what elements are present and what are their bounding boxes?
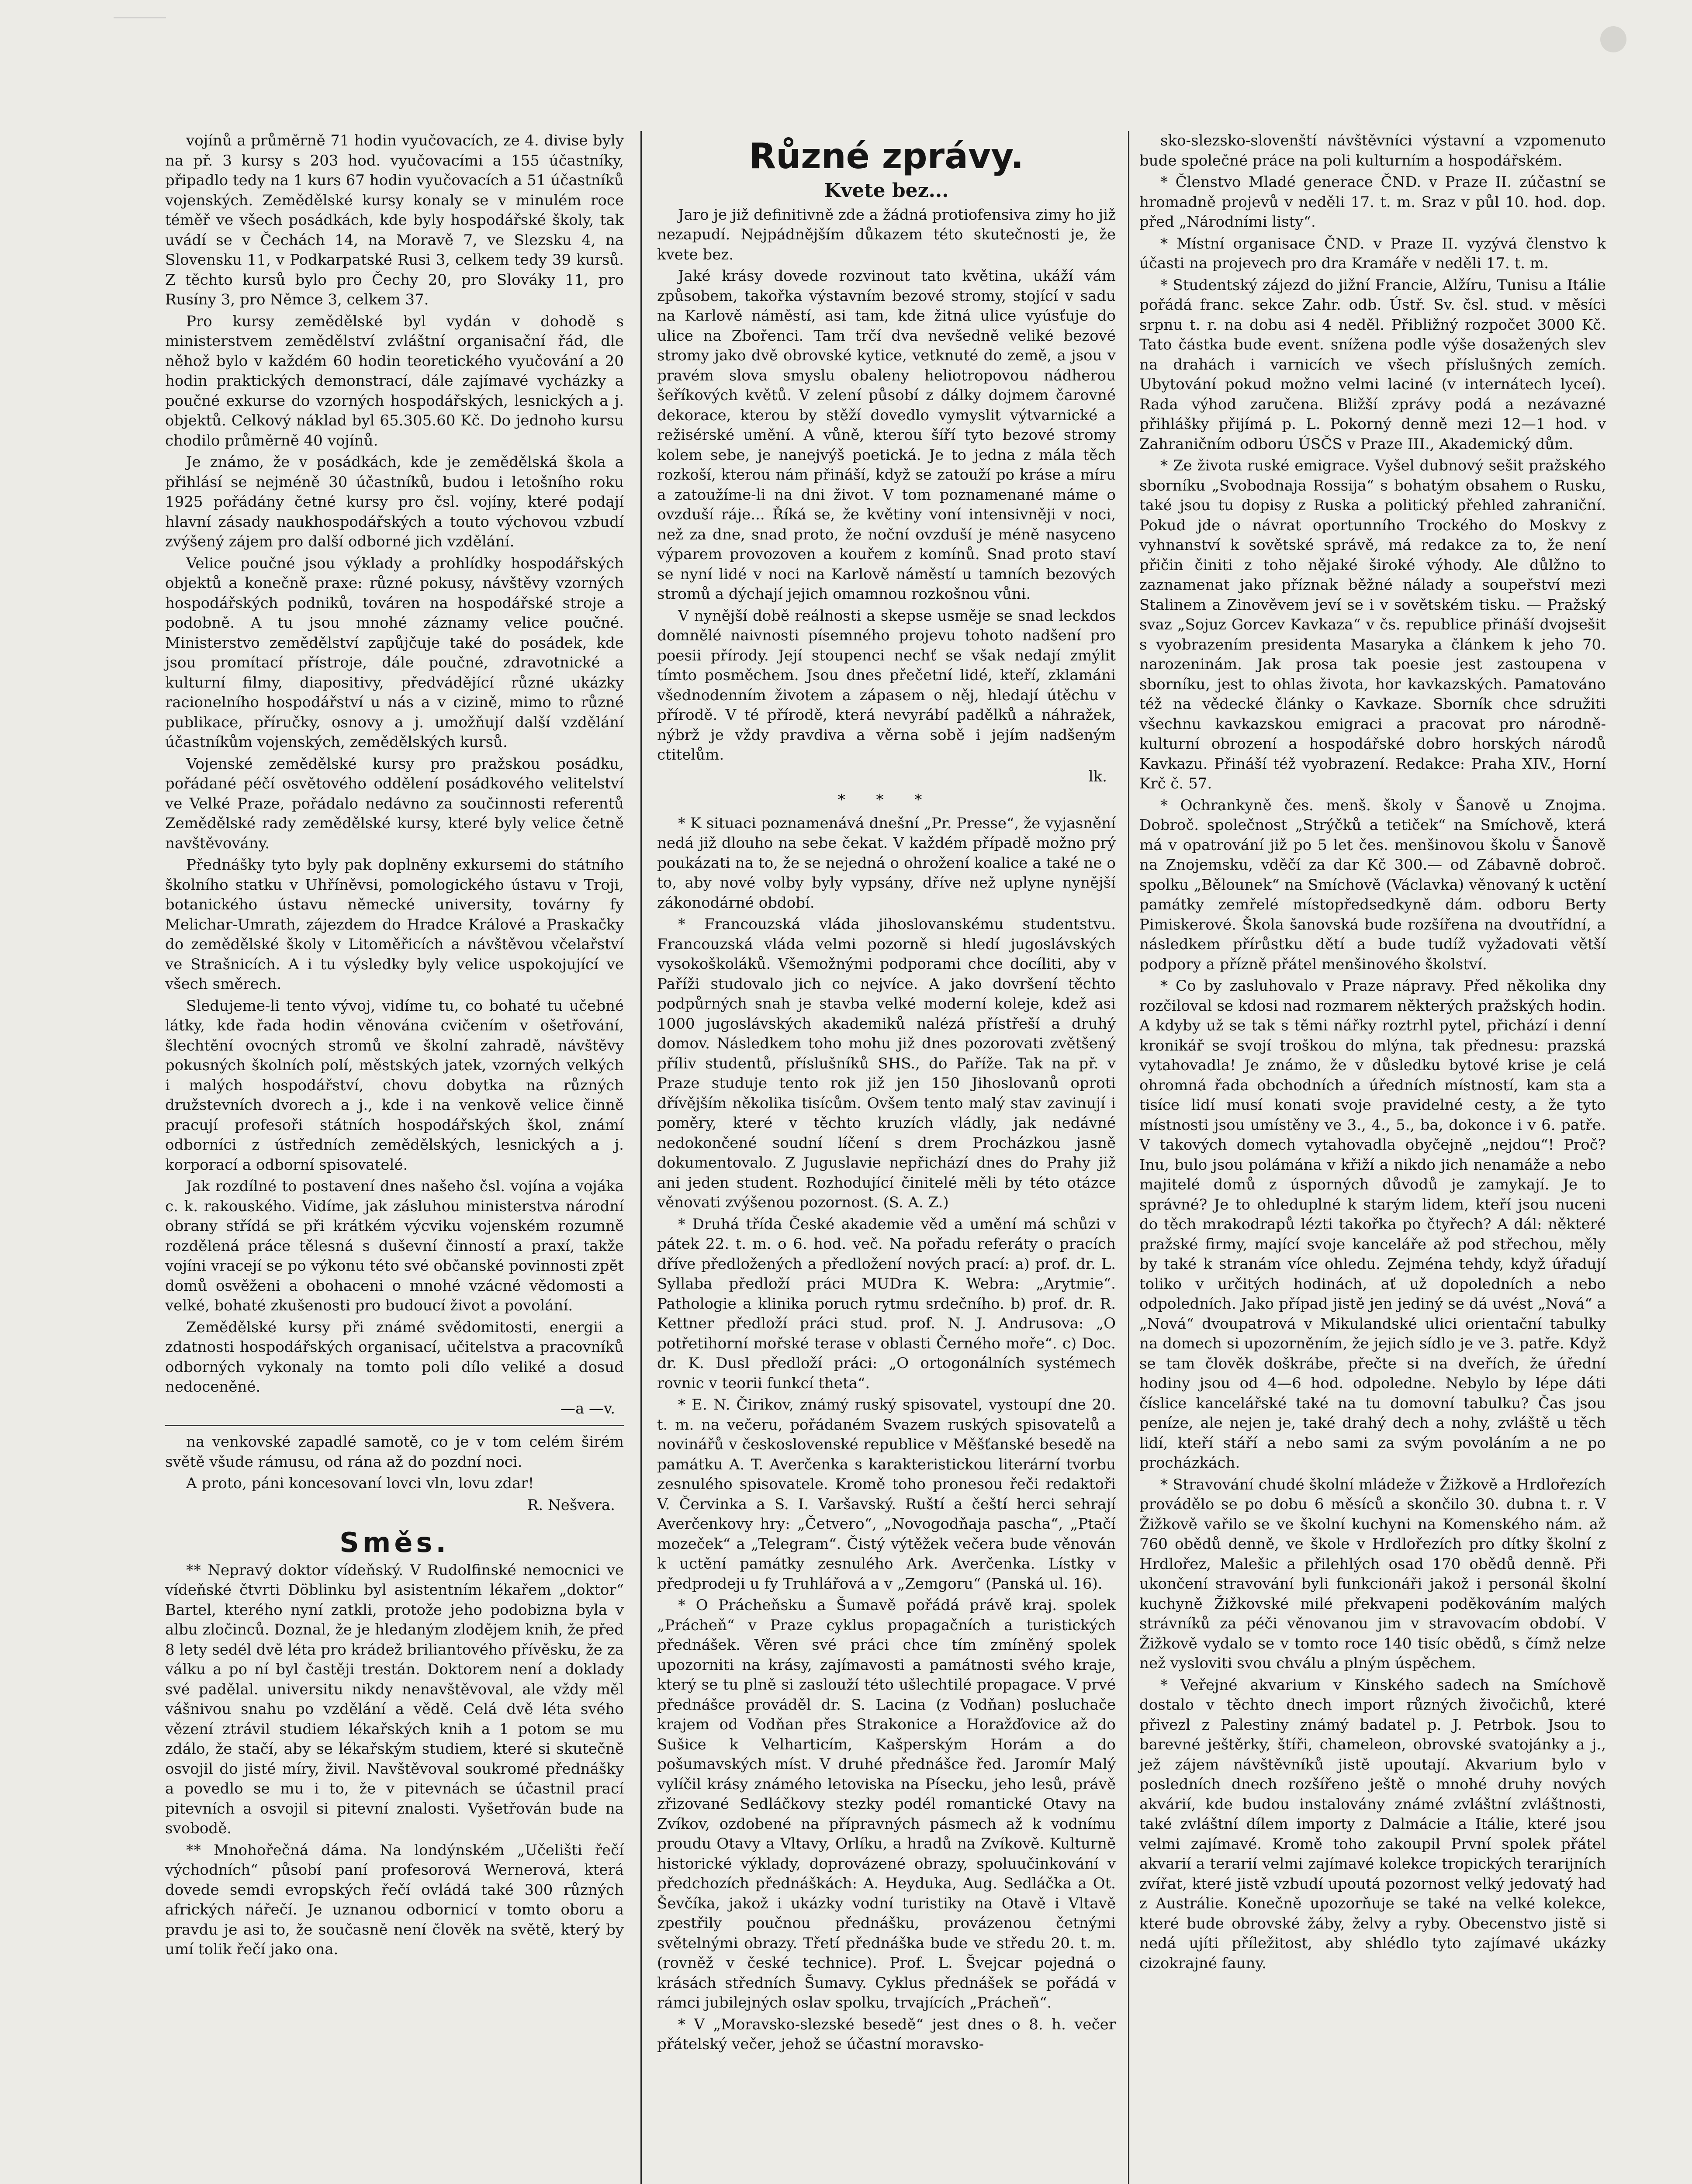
column-middle [657, 131, 1116, 2056]
news-item: ** Nepravý doktor vídeňský. V Rudolfinské nemocnici ve vídeňské čtvrti Döblinku byl asistentním lékařem „doktor“ Bartel, kterého nyní zatkli, protože jeho podobizna byla v albu zločinců. Doznal, že je hledaným zlodějem knih, že před 8 lety sedél dvě léta pro krádež briliantového přívěsku, že za válku a po ní byl častěji trestán. Doktorem není a doklady své padělal. universitu nikdy nenavštěvoval, ale vždy měl vášnivou snahu po vzdělání a vědě. Celá dvě léta svého vězení ztrávil studiem lékařských knih a 1 potom se mu zdálo, že stačí, aby se lékařským studiem, které si skutečně osvojil do jisté míry, živil. Navštěvoval soukromé přednášky a povedlo se mu i to, že v pitevnách se účastnil prací pitevních a osvojil si pitevní znalosti. Vyšetřován bude na svobodě. [165, 1561, 624, 1837]
article-paragraph: Sledujeme-li tento vývoj, vidíme tu, co bohaté tu učebné látky, kde řada hodin věnována cvičením v ošetřování, šlechtění ovocných stromů ve školní zahradě, návštěvy pokusných školních polí, městských jatek, vzorných velkých i malých hospodářství, chovu dobytka na různých družstevních dvorech a j., kde i na venkově velice činně pracují profesoři státních hospodářských škol, známí odborníci z ústředních zemědělských, lesnických a j. korporací a odborní spisovatelé. [165, 997, 624, 1174]
article-paragraph: Vojenské zemědělské kursy pro pražskou posádku, pořádané péčí osvětového oddělení posádkového velitelství ve Velké Praze, pořádalo nedávno za součinnosti referentů Zemědělské rady zemědělské kursy, které byly velice četně navštěvovány. [165, 755, 624, 852]
news-item: * Co by zasluhovalo v Praze nápravy. Před několika dny rozčiloval se kdosi nad rozmarem některých pražských hodin. A kdyby už se tak s těmi nářky roztrhl pytel, přichází i denní kronikář se svojí troškou do mlýna, tak přednesu: prazská vytahovadla! Je známo, že v důsledku bytové krise je celá ohromná řada obchodních a úředních místností, kam sta a tisíce lidí musí konati svoje pravidelné cesty, a že tyto místnosti jsou umístěny ve 3., 4., 5., ba, dokonce i v 6. patře. V takových domech vytahovadla obyčejně „nejdou“! Proč? Inu, bulo jsou polámána v křiží a nikdo jich nenamáže a nebo majitelé domů z úsporných důvodů je zamykají. Je to správné? Je to ohleduplné k starým lidem, kteří jsou nuceni do těch mrakodrapů lézti takořka po čtyřech? A dál: některé pražské firmy, mající svoje kanceláře až pod střechou, měly by také k stranám více ohledu. Zejména tehdy, když úřadují toliko v určitých hodinách, ať už dopoledních a nebo odpoledních. Jako případ jistě jen jediný se dá uvést „Nová“ a „Nová“ dvoupatrová v Mikulandské ulici orientační tabulky na domech si upozorněním, že jejich sídlo je ve 3. patře. Když se tam člověk doškrábe, přečte si na dveřích, že úřední hodiny jsou od 4—6 hod. odpoledne. Nebylo by lépe dáti číslice kancelářské také na tu domovní tabulku? Čas jsou peníze, ale nejen je, také drahý dech a nohy, zvláště u těch lidí, kteří stáří a nebo sami za svým povoláním a ne po procházkách. [1139, 977, 1606, 1472]
column-right [1139, 131, 1606, 1975]
article-paragraph: Velice poučné jsou výklady a prohlídky hospodářských objektů a konečně praxe: různé pokusy, návštěvy vzorných hospodářských podniků, továren na hospodářské stroje a podobně. A tu jsou mnohé záznamy velice poučné. Ministerstvo zemědělství zapůjčuje také do posádek, kde jsou promítací přístroje, dále poučné, zdravotnické a kulturní filmy, diapositivy, předvádějící různé ukázky racionelního hospodářství u nás a v cizině, mimo to různé publikace, příručky, osnovy a j. umožňují další vzdělání účastníkům vojenských, zemědělských kursů. [165, 554, 624, 751]
article-paragraph: V nynější době reálnosti a skepse usměje se snad leckdos domnělé naivnosti písemného projevu tohoto nadšení pro poesii přírody. Její stoupenci nechť se však nedají zmýlit tímto posměchem. Jsou dnes přečetní lidé, kteří, zklamáni všednodenním životem a zápasem o něj, hledají útěchu v přírodě. V té přírodě, která nevyrábí padělků a náhražek, nýbrž je vždy pravdiva a věrna sobě i jejím nadšeným ctitelům. [657, 607, 1116, 764]
news-item: sko-slezsko-slovenští návštěvníci výstavní a vzpomenuto bude společné práce na poli kulturním a hospodářském. [1139, 132, 1606, 169]
column-left [165, 131, 624, 1962]
news-item: * Francouzská vláda jihoslovanskému studentstvu. Francouzská vláda velmi pozorně si hledí jugoslávských vysokoškoláků. Všemožnými podporami chce docíliti, aby v Paříži studovalo jich co nejvíce. A jako dovršení těchto podpůrných snah je stavba velké moderní koleje, kdež asi 1000 jugoslávských akademiků nalézá přístřeší a druhý domov. Následkem toho mohu již dnes pozorovati zvětšený příliv studentů, příslušníků SHS., do Paříže. Tak na př. v Praze studuje tento rok již jen 150 Jihoslovanů oproti dřívějším několika tisícům. Ovšem tento malý stav zavinují i poměry, které v těchto kruzích vládly, jak nedávné nedokončené soudní líčení s drem Procházkou jasně dokumentovalo. Z Juguslavie nepřichází dnes do Prahy již ani jeden student. Rozhodující činitelé měli by této otázce věnovati zvýšenou pozornost. (S. A. Z.) [657, 916, 1116, 1211]
section-heading: Směs. [339, 1527, 450, 1559]
news-item: * Veřejné akvarium v Kinského sadech na Smíchově dostalo v těchto dnech import různých živočichů, které přivezl z Palestiny známý badatel p. J. Petrbok. Jsou to barevné ještěrky, štíři, chameleon, obrovské svatojánky a j., jež zájem návštěvníků jistě upoutají. Akvarium bylo v posledních dnech rozšířeno ještě o mnohé druhy nových akvárií, kde budou instalovány známé zvláštní zvláštnosti, také zvláštní dílem importy z Dalmácie a Itálie, které jsou velmi zajímavé. Kromě toho zakoupil První spolek přátel akvarií a terarií velmi zajímavé kolekce tropických terarijních zvířat, které jistě vzbudí upoutá pozornost velký jedovatý had z Austrálie. Konečně upozorňuje se také na velké kolekce, které bude obrovské žáby, želvy a ryby. Obecenstvo jistě si nedá ujíti příležitost, aby shlédlo tyto zajímavé ukázky cizokrajné fauny. [1139, 1676, 1606, 1972]
article-title: Kvete bez... [824, 180, 949, 202]
article-paragraph: na venkovské zapadlé samotě, co je v tom celém širém světě všude rámusu, od rána až do pozdní noci. [165, 1433, 624, 1471]
separator-stars: * * * [837, 791, 935, 809]
news-item: * O Prácheňsku a Šumavě pořádá právě kraj. spolek „Prácheň“ v Praze cyklus propagačních a turistických přednášek. Věren své práci chce tím zmíněný spolek upozorniti na krásy, zajímavosti a památnosti svého kraje, který se tu plně si zaslouží této ušlechtilé propagace. V prvé přednášce prováděl dr. S. Lacina (z Vodňan) posluchače krajem od Vodňan přes Strakonice a Horažďovice až do Sušice k Velharticím, Kašperským Horám a do pošumavských míst. V druhé přednášce řed. Jaromír Malý vylíčil krásy známého letoviska na Písecku, jeho lesů, právě zřizované Sedláčkovy stezky podél romantické Otavy na Zvíkov, ozdobené na přípravných pásmech až k vodnímu proudu Otavy a Vltavy, Orlíku, a hradů na Zvíkově. Kulturně historické výklady, doprovázené obrazy, spoluučinkování v předchozích přednáškách: A. Heyduka, Aug. Sedláčka a Ot. Ševčíka, jakož i ukázky vodní turistiky na Otavě i Vltavě zpestřily poučnou přednášku, provázenou četnými světelnými obrazy. Třetí přednáška bude ve středu 20. t. m. (rovněž v české technice). Prof. L. Švejcar pojedná o krásách středních Šumavy. Cyklus přednášek se pořádá v rámci jubilejných oslav spolku, trvajících „Prácheň“. [657, 1597, 1116, 2011]
article-signature: lk. [1088, 767, 1107, 785]
article-paragraph: Je známo, že v posádkách, kde je zemědělská škola a přihlásí se nejméně 30 účastníků, budou i letošního roku 1925 pořádány četné kursy pro čsl. vojíny, které podají hlavní zásady naukhospodářských a touto výchovou vzbudí zvýšený zájem pro další odborné jich vzdělání. [165, 453, 624, 550]
section-rule [165, 1425, 624, 1426]
news-item: * V „Moravsko-slezské besedě“ jest dnes o 8. h. večer přátelský večer, jehož se účastní moravsko- [657, 2015, 1116, 2053]
article-paragraph: A proto, páni koncesovaní lovci vln, lovu zdar! [186, 1475, 534, 1492]
article-paragraph: Pro kursy zemědělské byl vydán v dohodě s ministerstvem zemědělství zvláštní organisační řád, dle něhož bylo v každém 60 hodin teoretického vyučování a 20 hodin praktických demonstrací, dále zajímavé vycházky a poučné exkurse do vzorných hospodářských, lesnických a j. objektů. Celkový náklad byl 65.305.60 Kč. Do jednoho kursu chodilo průměrně 40 vojínů. [165, 312, 624, 449]
article-paragraph: vojínů a průměrně 71 hodin vyučovacích, ze 4. divise byly na př. 3 kursy s 203 hod. vyučovacími a 155 účastníky, připadlo tedy na 1 kurs 67 hodin vyučovacích a 51 účastníků vojenských. Zemědělské kursy konaly se v minulém roce téměř ve všech posádkách, kde byly hospodářské školy, tak uvádí se v Čechách 14, na Moravě 7, ve Slezsku 4, na Slovensku 11, v Podkarpatské Rusi 3, celkem tedy 39 kursů. Z těchto kursů bylo pro Čechy 20, pro Slováky 11, pro Rusíny 3, pro Němce 3, celkem 37. [165, 132, 624, 308]
article-paragraph: Jaké krásy dovede rozvinout tato květina, ukáží vám způsobem, takořka výstavním bezové stromy, stojící v sadu na Karlově náměstí, asi tam, kde žitná ulice vyúsťuje do ulice na Zbořenci. Tam trčí dva nevšedně veliké bezové stromy jako dvě obrovské kytice, vetknuté do země, a jsou v pravém slova smyslu obaleny heliotropovou nádherou šeříkových květů. V zelení působí z dálky dojmem čarovné dekorace, kterou by stěží dovedlo vymyslit výtvarnické a režisérské umění. A vůně, kterou šíří tyto bezové stromy kolem sebe, je nanejvýš poetická. Je to jedna z mála těch rozkoší, kterou nám přináší, když se zatouží po kráse a míru a zatoužíme-li na dni život. V tom poznamenané máme o ovzduší ráje... Říká se, že květiny voní intensivněji v noci, než za dne, snad proto, že noční ovzduší je méně nasyceno výparem provozoven a kouřem z komínů. Snad proto staví se nyní lidé v noci na Karlově náměstí u tamních bezových stromů a dýchají jejich omamnou rozkošnou vůni. [657, 267, 1116, 603]
column-divider [640, 131, 642, 2184]
column-divider [1128, 131, 1129, 2184]
article-paragraph: Zemědělské kursy při známé svědomitosti, energii a zdatnosti hospodářských organisací, učitelstva a pracovníků odborných vykonaly na tomto poli dílo veliké a dosud nedoceněné. [165, 1318, 624, 1396]
news-item: * Členstvo Mladé generace ČND. v Praze II. zúčastní se hromadně projevů v neděli 17. t. m. Sraz v půl 10. hod. dop. před „Národními listy“. [1139, 173, 1606, 231]
article-paragraph: Přednášky tyto byly pak doplněny exkursemi do státního školního statku v Uhříněvsi, pomologického ústavu v Troji, botanického ústavu německé university, továrny fy Melichar-Umrath, zájezdem do Hradce Králové a Praskačky do zemědělské školy v Litoměřicích a návštěvou včelařství ve Strašnicích. A i tu výsledky byly velice uspokojující ve všech směrech. [165, 856, 624, 993]
section-heading: Různé zprávy. [749, 136, 1024, 176]
article-paragraph: Jaro je již definitivně zde a žádná protiofensiva zimy ho již nezapudí. Nejpádnějším důkazem této skutečnosti je, že kvete bez. [657, 206, 1116, 263]
article-signature: —a —v. [560, 1400, 615, 1417]
scan-mark [114, 17, 166, 18]
article-signature: R. Nešvera. [527, 1496, 615, 1514]
news-item: * Ze života ruské emigrace. Vyšel dubnový sešit pražského sborníku „Svobodnaja Rossija“ s bohatým obsahem o Rusku, také jsou tu dopisy z Ruska a politický přehled zahraniční. Pokud jde o návrat oportunního Trockého do Moskvy z vyhnanství k sovětské správě, má redakce za to, že není přičin činiti z toho nějaké široké výhody. Ale důlžno to zaznamenat jako příznak běžné nálady a soupeřství mezi Stalinem a Zinověvem jeví se i v sovětském tisku. — Pražský svaz „Sojuz Gorcev Kavkaza“ v čs. republice přináší dvojsešit s vyobrazením presidenta Masaryka a článkem k jeho 70. narozeninám. Jak prosa tak poesie jest zastoupena v sborníku, jest to ohlas života, hor kavkazských. Pamatováno též na vědecké články o Kavkaze. Sborník chce sdružiti všechnu kavkazskou emigraci a pracovat pro národně-kulturní obrození a hospodářské dobro horských národů Kavkazu. Přináší též vyobrazení. Redakce: Praha XIV., Horní Krč č. 57. [1139, 457, 1606, 792]
news-item: * Druhá třída České akademie věd a umění má schůzi v pátek 22. t. m. o 6. hod. več. Na pořadu referáty o pracích dříve předložených a předložení nových prací: a) prof. dr. L. Syllaba předloží práci MUDra K. Webra: „Arytmie“. Pathologie a klinika poruch rytmu srdečního. b) prof. dr. R. Kettner předloží práci stud. prof. N. J. Andrusova: „O potřetihorní mořské terase v oblasti Černého moře“. c) Doc. dr. K. Dusl předloží práci: „O ortogonálních systémech rovnic v teorii funkcí theta“. [657, 1215, 1116, 1392]
article-paragraph: Jak rozdílné to postavení dnes našeho čsl. vojína a vojáka c. k. rakouského. Vidíme, jak zásluhou ministerstva národní obrany střídá se při krátkém výcviku vojenském rozumně rozdělená práce tělesná s duševní činností a praxí, takže vojíni vracejí se po výkonu této své občanské povinnosti zpět domů osvěženi a obohaceni o mnohé vzácné vědomosti a velké, bohaté zkušenosti pro budoucí život a povolání. [165, 1178, 624, 1314]
news-item: ** Mnohořečná dáma. Na londýnském „Učelišti řečí východních“ působí paní profesorová Wernerová, která dovede semdi evropských řečí ovládá také 300 různých afrických nářečí. Je uznanou odbornicí v tomto oboru a pravdu je asi to, že současně není člověk na světě, který by umí tolik řečí jako ona. [165, 1841, 624, 1958]
news-item: * Studentský zájezd do jižní Francie, Alžíru, Tunisu a Itálie pořádá franc. sekce Zahr. odb. Ústř. Sv. čsl. stud. v měsíci srpnu t. r. na dobu asi 4 neděl. Přibližný rozpočet 3000 Kč. Tato částka bude event. snížena podle výše dosažených slev na drahách i varnicích ve všech příslušných zemích. Ubytování pokud možno velmi laciné (v internátech lyceí). Rada výhod zaručena. Bližší zprávy podá a nezávazné přihlášky přijímá p. L. Pokorný denně mezi 12—1 hod. v Zahraničním odboru ÚSČS v Praze III., Akademický dům. [1139, 276, 1606, 453]
news-item: * K situaci poznamenává dnešní „Pr. Presse“, že vyjasnění nedá již dlouho na sebe čekat. V každém případě možno prý poukázati na to, že se nejedná o ohrožení koalice a také ne o to, aby nové volby byly vypsány, dříve než uplyne nynější zákonodárné období. [657, 814, 1116, 912]
news-item: * Místní organisace ČND. v Praze II. vyzývá členstvo k účasti na projevech pro dra Kramáře v neděli 17. t. m. [1139, 235, 1606, 272]
scan-smudge [1600, 26, 1626, 52]
news-item: * Ochrankyně čes. menš. školy v Šanově u Znojma. Dobroč. společnost „Strýčků a tetiček“ na Smíchově, která má v opatrování již po 5 let čes. menšinovou školu v Šanově na Znojemsku, vděčí za dar Kč 300.— od Zábavně dobroč. spolku „Bělounek“ na Smíchově (Václavka) věnovaný k uctění památky zemřelé místopředsedkyně dám. odboru Berty Pimiskerové. Škola šanovská bude rozšířena na dvoutřídní, a následkem přírůstku dětí a bude tudíž vyžadovati větší podpory a přízně přátel menšinového školství. [1139, 796, 1606, 973]
news-item: * Stravování chudé školní mládeže v Žižkově a Hrdlořezích provádělo se po dobu 6 měsíců a skončilo 30. dubna t. r. V Žižkově vařilo se ve školní kuchyni na Komenského nám. až 760 obědů denně, ve škole v Hrdlořezích pro dítky školní z Hrdlořez, Malešic a přilehlých osad 170 obědů denně. Při ukončení stravování byli funkcionáři jakož i personál školní kuchyně Žižkovské milé překvapeni poděkováním malých strávníků za péči věnovanou jim v stravovacím období. V Žižkově vydalo se v tomto roce 140 tisíc obědů, s čímž nelze než vysloviti svou chválu a plným úspěchem. [1139, 1476, 1606, 1672]
news-item: * E. N. Čirikov, známý ruský spisovatel, vystoupí dne 20. t. m. na večeru, pořádaném Svazem ruských spisovatelů a novinářů v československé republice v Měšťanské besedě na památku A. T. Averčenka s karakteristickou literární tvorbu zesnulého spisovatele. Kromě toho pronesou řeči redaktoři V. Červinka a S. I. Varšavský. Ruští a čeští herci sehrají Averčenkovy hry: „Četvero“, „Novogodňaja pascha“, „Ptačí mozeček“ a „Telegram“. Čistý výtěžek večera bude věnován k uctění památky zesnulého Ark. Averčenka. Lístky v předprodeji u fy Truhlářová a v „Zemgoru“ (Panská ul. 16). [657, 1396, 1116, 1593]
